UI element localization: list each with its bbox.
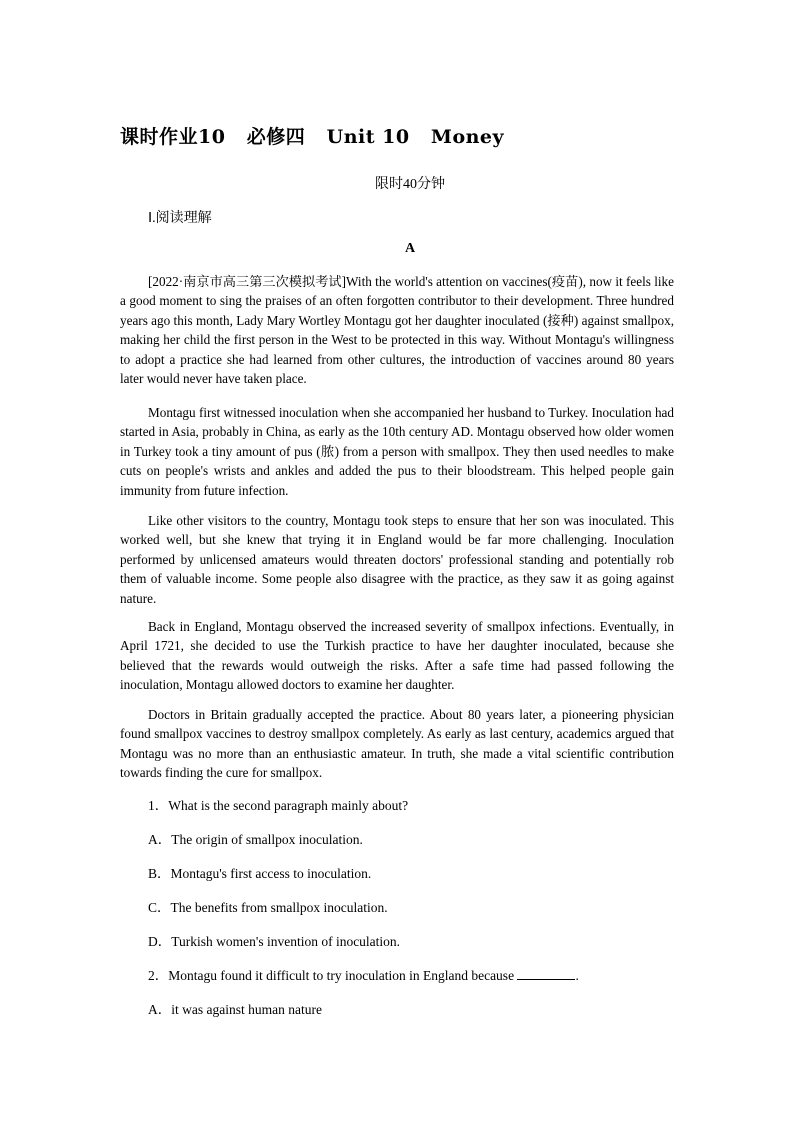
- section-heading: Ⅰ.阅读理解: [148, 211, 212, 226]
- question-2-option-a: A．it was against human nature: [148, 1002, 322, 1017]
- question-2-stem: [148, 964, 579, 984]
- question-2-stem-end: .: [575, 968, 579, 983]
- passage-paragraph: [2022·南京市高三第三次模拟考试]With the world's attention on vaccines(疫苗), now it feels like a good moment to sing the praises of an often forgotten contributor to their development. Three hundred years ago this month, Lady Mary Wortley Montagu got her daughter inoculated (接种) against smallpox, making her child the first person in the West to be protected in this way. Without Montagu's willingness to adopt a practice she had learned from other cultures, the introduction of vaccines around 80 years later would never have taken place.: [120, 274, 674, 387]
- passage-label: A: [404, 241, 416, 256]
- question-1-option-a: A．The origin of smallpox inoculation.: [148, 832, 363, 847]
- passage-paragraph: Doctors in Britain gradually accepted the practice. About 80 years later, a pioneering physician found smallpox vaccines to destroy smallpox completely. As early as last century, academics argued that Montagu was no more than an enthusiastic amateur. In truth, she made a vital scientific contribution towards finding the cure for smallpox.: [120, 707, 674, 781]
- question-1-option-c: C．The benefits from smallpox inoculation.: [148, 900, 388, 915]
- time-limit: 限时40分钟: [375, 177, 445, 192]
- passage-paragraph: Back in England, Montagu observed the increased severity of smallpox infections. Eventually, in April 1721, she decided to use the Turkish practice to have her daughter inoculated, because she believed that the rewards would outweigh the risks. After a safe time had passed following the inoculation, Montagu allowed doctors to examine her daughter.: [120, 619, 674, 693]
- answer-blank: [517, 967, 575, 980]
- passage-paragraph: Like other visitors to the country, Montagu took steps to ensure that her son was inoculated. This worked well, but she knew that trying it in England would be far more challenging. Inoculation performed by unlicensed amateurs would threaten doctors' professional standing and potentially rob them of valuable income. Some people also disagree with the practice, as they saw it as going against nature.: [120, 513, 674, 606]
- question-2-stem-text: 2．Montagu found it difficult to try inoculation in England because: [148, 968, 515, 983]
- question-1-option-b: B．Montagu's first access to inoculation.: [148, 866, 372, 881]
- passage-paragraph: Montagu first witnessed inoculation when she accompanied her husband to Turkey. Inoculation had started in Asia, probably in China, as early as the 10th century AD. Montagu observed how older women in Turkey took a tiny amount of pus (脓) from a person with smallpox. They then used needles to make cuts on people's wrists and ankles and added the pus to their bloodstream. This helped people gain immunity from future infection.: [120, 405, 674, 498]
- question-1-option-d: D．Turkish women's invention of inoculation.: [148, 934, 401, 949]
- question-1-stem: 1．What is the second paragraph mainly about?: [148, 798, 409, 813]
- page-title: 课时作业10 必修四 Unit 10 Money: [120, 126, 505, 148]
